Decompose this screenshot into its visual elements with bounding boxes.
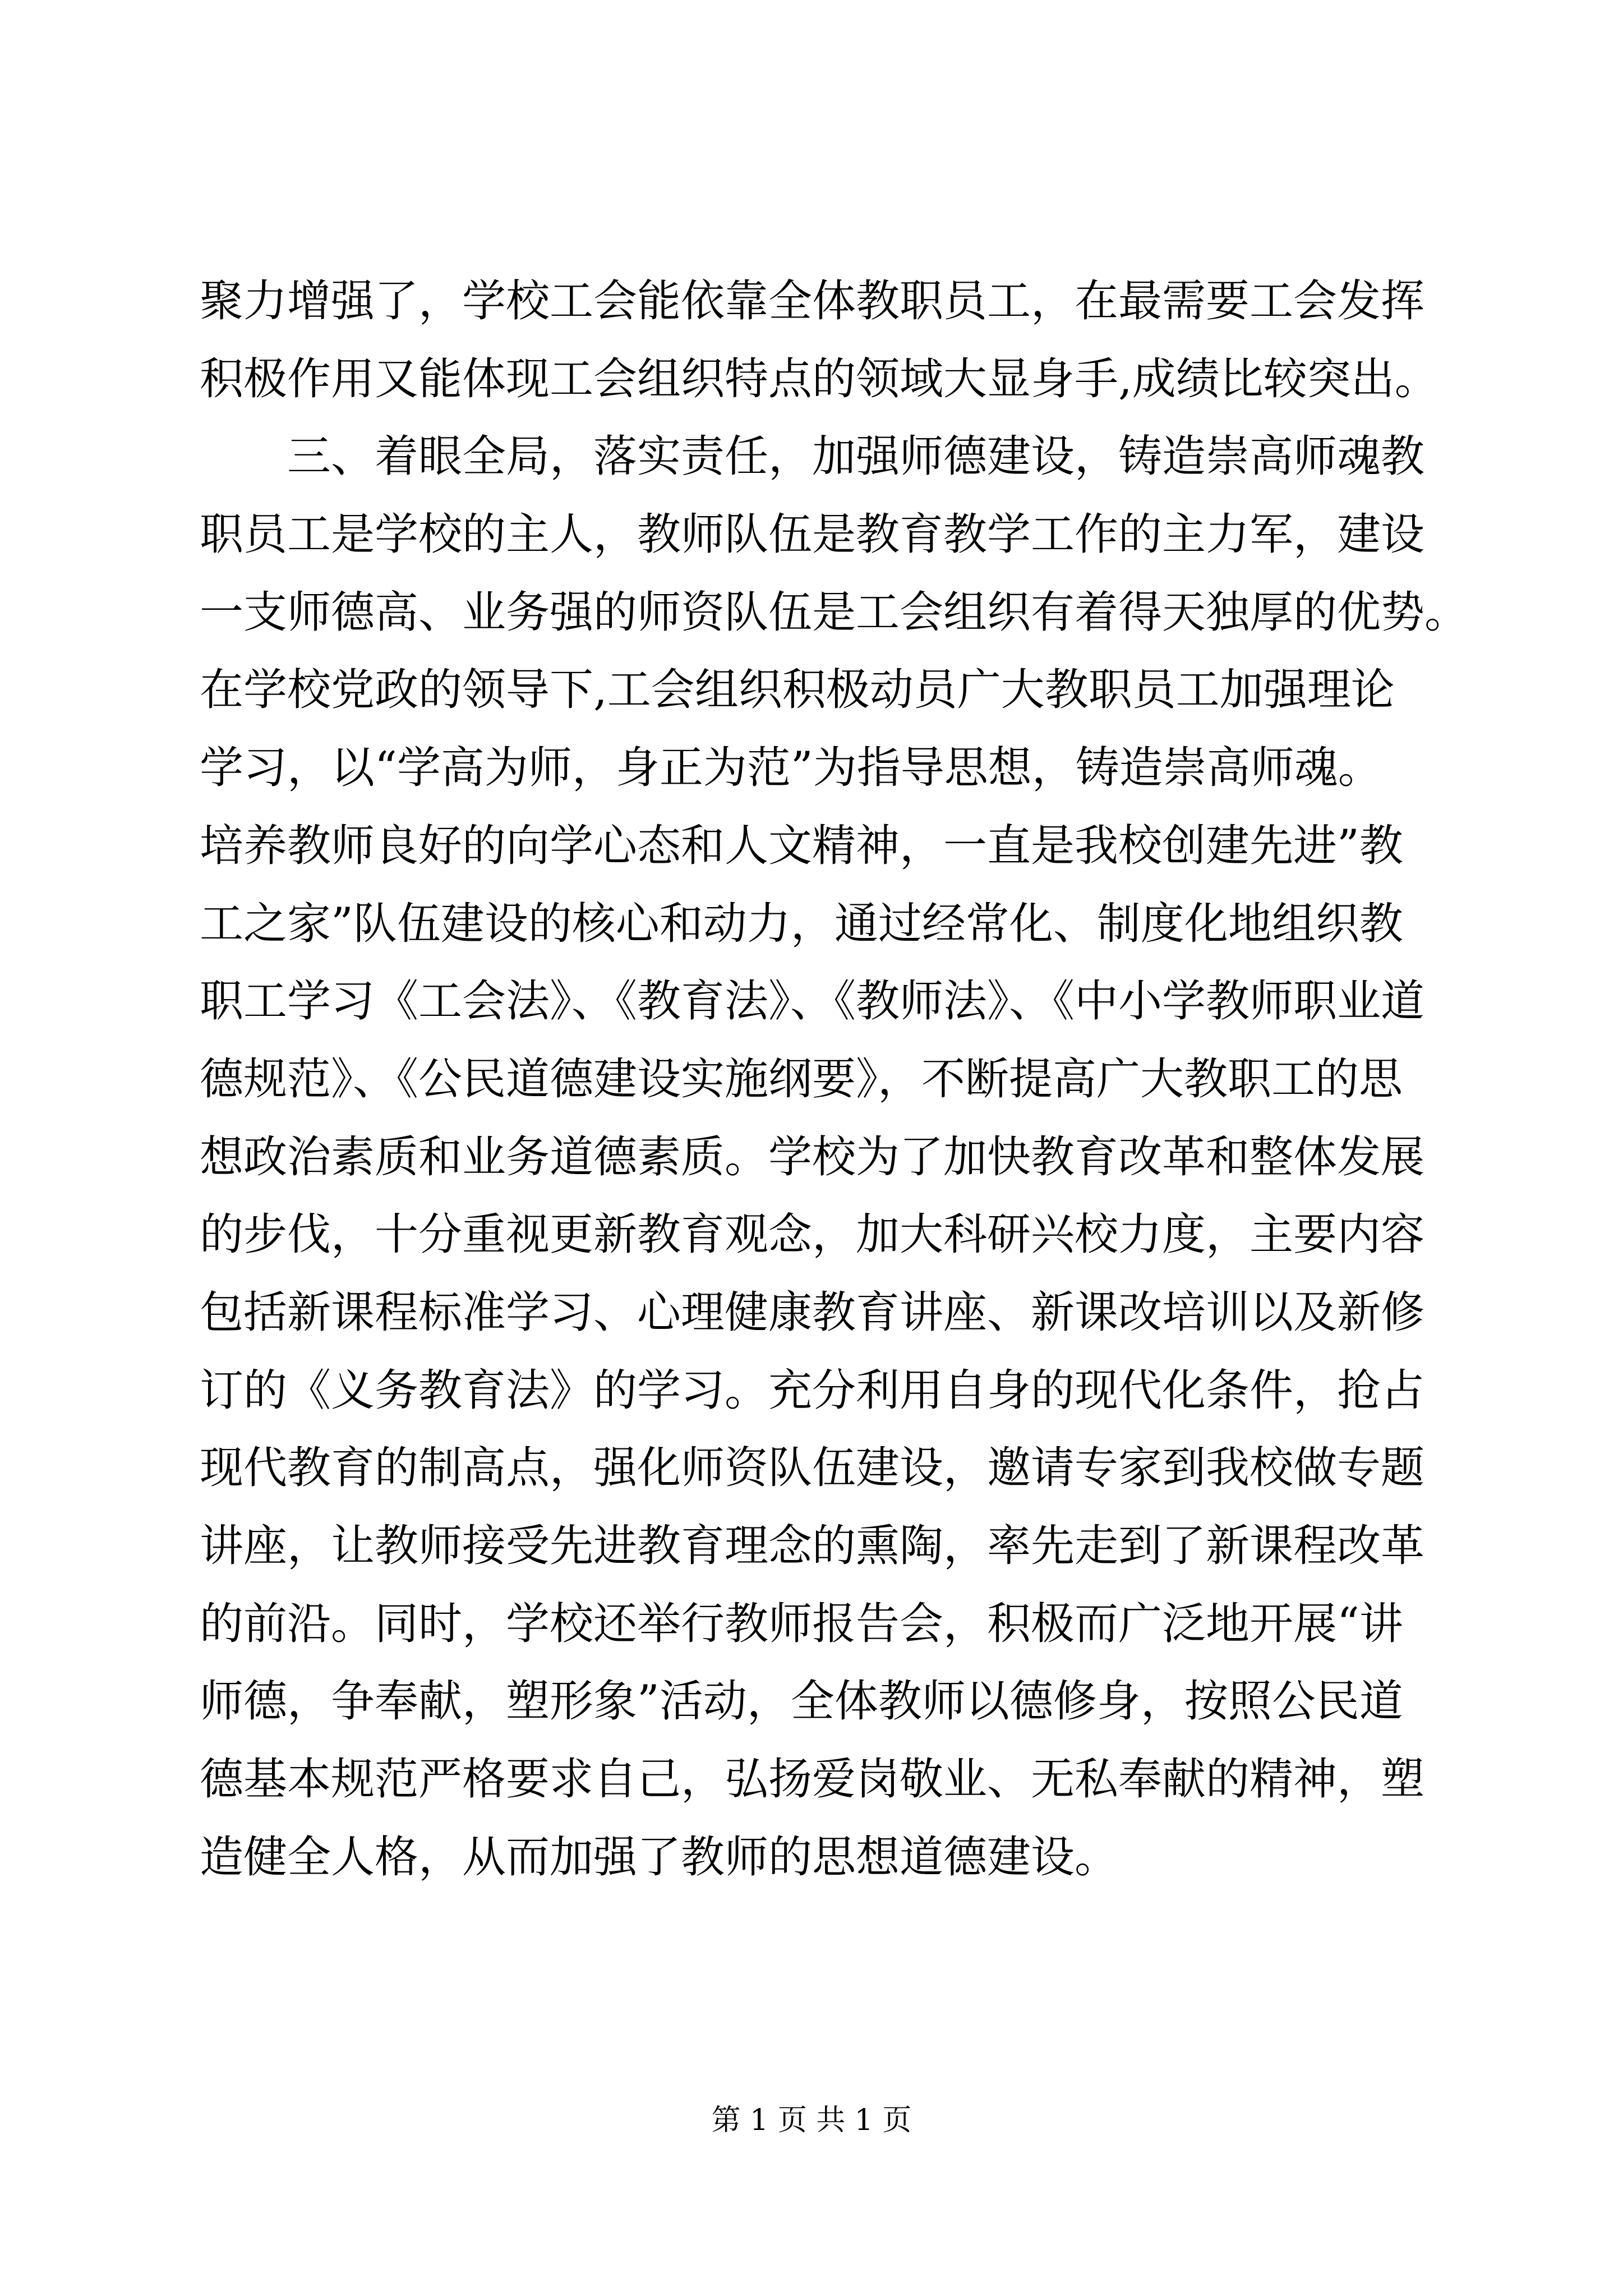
page-number-label: 第 1 页 共 1 页 bbox=[711, 2104, 912, 2137]
text-line: 积极作用又能体现工会组织特点的领域大显身手,成绩比较突出。 bbox=[200, 353, 1438, 404]
text-line: 职员工是学校的主人，教师队伍是教育教学工作的主力军，建设 bbox=[200, 509, 1425, 560]
text-line: 师德，争奉献，塑形象”活动，全体教师以德修身，按照公民道 bbox=[200, 1676, 1403, 1727]
text-line: 包括新课程标准学习、心理健康教育讲座、新课改培训以及新修 bbox=[200, 1287, 1425, 1338]
text-line: 德基本规范严格要求自己，弘扬爱岗敬业、无私奉献的精神，塑 bbox=[200, 1754, 1425, 1805]
text-line: 想政治素质和业务道德素质。学校为了加快教育改革和整体发展 bbox=[200, 1131, 1425, 1182]
text-line: 订的《义务教育法》的学习。充分利用自身的现代化条件，抢占 bbox=[200, 1365, 1425, 1416]
text-line: 一支师德高、业务强的师资队伍是工会组织有着得天独厚的优势。 bbox=[200, 587, 1469, 638]
text-line: 讲座，让教师接受先进教育理念的熏陶，率先走到了新课程改革 bbox=[200, 1521, 1425, 1571]
text-line: 造健全人格，从而加强了教师的思想道德建设。 bbox=[200, 1832, 1119, 1883]
text-line: 的前沿。同时，学校还举行教师报告会，积极而广泛地开展“讲 bbox=[200, 1598, 1403, 1649]
text-line: 职工学习《工会法》、《教育法》、《教师法》、《中小学教师职业道 bbox=[200, 976, 1425, 1027]
body-text bbox=[200, 263, 1469, 1896]
text-line: 德规范》、《公民道德建设实施纲要》，不断提高广大教职工的思 bbox=[200, 1053, 1403, 1105]
text-line: 聚力增强了，学校工会能依靠全体教职员工，在最需要工会发挥 bbox=[200, 276, 1425, 326]
text-line: 现代教育的制高点，强化师资队伍建设，邀请专家到我校做专题 bbox=[200, 1443, 1425, 1494]
page-footer bbox=[0, 2098, 1623, 2143]
text-line: 的步伐，十分重视更新教育观念，加大科研兴校力度，主要内容 bbox=[200, 1209, 1425, 1260]
section-heading-line: 三、着眼全局，落实责任，加强师德建设，铸造崇高师魂教 bbox=[200, 431, 1425, 482]
text-line: 学习，以“学高为师，身正为范”为指导思想，铸造崇高师魂。 bbox=[200, 743, 1382, 794]
text-line: 在学校党政的领导下,工会组织积极动员广大教职员工加强理论 bbox=[200, 665, 1395, 716]
text-line: 工之家”队伍建设的核心和动力，通过经常化、制度化地组织教 bbox=[200, 898, 1403, 949]
text-line: 培养教师良好的向学心态和人文精神，一直是我校创建先进”教 bbox=[200, 820, 1403, 871]
